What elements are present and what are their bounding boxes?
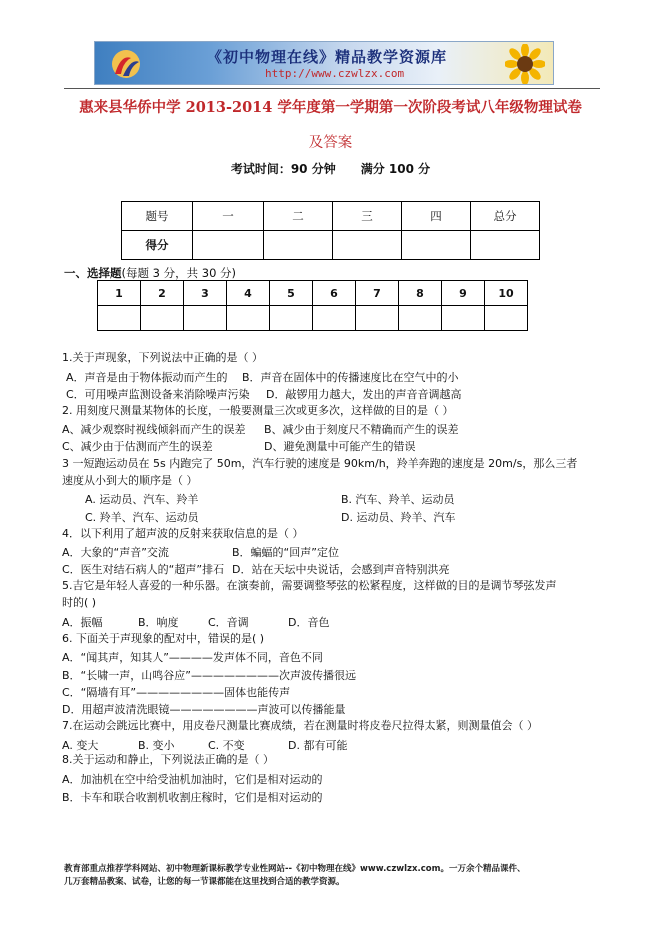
answer-number: 2	[141, 281, 184, 306]
question-5-option-d: D．音色	[288, 616, 330, 629]
exam-time-info: 考试时间：90 分钟 满分 100 分	[230, 162, 431, 176]
question-3-stem: 3 一短跑运动员在 5s 内跑完了 50m，汽车行驶的速度是 90km/h，羚羊奔跑的速度是 20m/s，那么三者	[62, 457, 578, 470]
question-1-option-b: B．声音在固体中的传播速度比在空气中的小	[242, 371, 459, 384]
question-7-option-b: B. 变小	[138, 739, 175, 752]
answer-blank-row	[98, 306, 528, 331]
header-divider	[64, 88, 600, 89]
answer-cell[interactable]	[227, 306, 270, 331]
question-8-stem: 8.关于运动和静止，下列说法正确的是（ ）	[62, 753, 274, 766]
question-4-stem: 4．以下利用了超声波的反射来获取信息的是（ ）	[62, 527, 304, 540]
page-footer	[64, 863, 624, 889]
question-3-stem-cont: 速度从小到大的顺序是（ ）	[62, 474, 198, 487]
question-1-stem: 1.关于声现象，下列说法中正确的是（ ）	[62, 351, 263, 364]
question-6-option-d: D．用超声波清洗眼镜————————声波可以传播能量	[62, 703, 346, 716]
section-note: (每题 3 分，共 30 分)	[121, 266, 237, 280]
answer-cell[interactable]	[442, 306, 485, 331]
document-title: 惠来县华侨中学 2013-2014 学年度第一学期第一次阶段考试八年级物理试卷	[79, 99, 582, 116]
score-cell[interactable]	[471, 231, 540, 260]
question-5-stem-cont: 时的( )	[62, 596, 97, 609]
sunflower-icon	[505, 44, 545, 84]
score-table	[121, 201, 540, 260]
answer-number: 1	[98, 281, 141, 306]
question-3-option-c: C. 羚羊、汽车、运动员	[85, 511, 199, 524]
question-6-option-b: B．“长啸一声，山鸣谷应”————————次声波传播很远	[62, 669, 356, 682]
answer-number: 10	[485, 281, 528, 306]
answer-number-row	[98, 281, 528, 306]
score-cell[interactable]	[193, 231, 264, 260]
answer-number: 4	[227, 281, 270, 306]
question-3-option-b: B. 汽车、羚羊、运动员	[341, 493, 455, 506]
score-row-label: 得分	[122, 231, 193, 260]
question-7-option-a: A. 变大	[62, 739, 99, 752]
question-8-option-b: B．卡车和联合收割机收割庄稼时，它们是相对运动的	[62, 791, 323, 804]
answer-cell[interactable]	[98, 306, 141, 331]
score-col-header: 二	[264, 202, 333, 231]
question-7-option-d: D. 都有可能	[288, 739, 348, 752]
answer-cell[interactable]	[399, 306, 442, 331]
answer-cell[interactable]	[356, 306, 399, 331]
question-1-option-d: D．敲锣用力越大，发出的声音音调越高	[266, 388, 462, 401]
question-5-option-c: C．音调	[208, 616, 249, 629]
question-6-option-a: A．“闻其声，知其人”————发声体不同，音色不同	[62, 651, 323, 664]
footer-line-2: 几万套精品教案、试卷，让您的每一节课都能在这里找到合适的教学资源。	[64, 877, 345, 887]
score-col-header: 一	[193, 202, 264, 231]
question-6-option-c: C．“隔墙有耳”————————固体也能传声	[62, 686, 291, 699]
question-4-option-d: D．站在天坛中央说话，会感到声音特别洪亮	[232, 563, 450, 576]
question-5-stem: 5.吉它是年轻人喜爱的一种乐器。在演奏前，需要调整琴弦的松紧程度，这样做的目的是调节琴弦发声	[62, 579, 557, 592]
answer-cell[interactable]	[485, 306, 528, 331]
question-2-option-d: D、避免测量中可能产生的错误	[264, 440, 416, 453]
question-2-stem: 2. 用刻度尺测量某物体的长度，一般要测量三次或更多次，这样做的目的是（ ）	[62, 404, 454, 417]
score-cell[interactable]	[264, 231, 333, 260]
footer-line-1: 教育部重点推荐学科网站、初中物理新课标教学专业性网站--《初中物理在线》www.czwlzx.com。一万余个精品课件、	[64, 864, 526, 874]
answer-number: 3	[184, 281, 227, 306]
banner-url[interactable]: http://www.czwlzx.com	[265, 67, 405, 80]
score-col-header: 题号	[122, 202, 193, 231]
question-7-option-c: C. 不变	[208, 739, 245, 752]
question-2-option-a: A、减少观察时视线倾斜而产生的误差	[62, 423, 246, 436]
question-3-option-d: D. 运动员、羚羊、汽车	[341, 511, 456, 524]
question-3-option-a: A. 运动员、汽车、羚羊	[85, 493, 199, 506]
answer-table	[97, 280, 528, 331]
banner-title: 《初中物理在线》精品教学资源库	[207, 48, 448, 66]
document-title-cont: 及答案	[308, 135, 353, 151]
question-2-option-c: C、减少由于估测而产生的误差	[62, 440, 213, 453]
score-table-header-row	[122, 202, 540, 231]
score-col-header: 三	[333, 202, 402, 231]
score-cell[interactable]	[402, 231, 471, 260]
score-col-header: 四	[402, 202, 471, 231]
site-logo-icon	[109, 48, 143, 80]
answer-number: 8	[399, 281, 442, 306]
answer-number: 5	[270, 281, 313, 306]
answer-number: 9	[442, 281, 485, 306]
answer-cell[interactable]	[313, 306, 356, 331]
question-8-option-a: A．加油机在空中给受油机加油时，它们是相对运动的	[62, 773, 323, 786]
score-table-score-row	[122, 231, 540, 260]
question-6-stem: 6. 下面关于声现象的配对中，错误的是( )	[62, 632, 265, 645]
answer-cell[interactable]	[184, 306, 227, 331]
question-5-option-a: A．振幅	[62, 616, 103, 629]
question-5-option-b: B．响度	[138, 616, 179, 629]
header-banner	[94, 41, 554, 85]
question-2-option-b: B、减少由于刻度尺不精确而产生的误差	[264, 423, 459, 436]
question-7-stem: 7.在运动会跳远比赛中，用皮卷尺测量比赛成绩，若在测量时将皮卷尺拉得太紧，则测量值会（ ）	[62, 719, 538, 732]
question-1-option-c: C．可用噪声监测设备来消除噪声污染	[66, 388, 250, 401]
score-col-header: 总分	[471, 202, 540, 231]
question-1-option-a: A．声音是由于物体振动而产生的	[66, 371, 228, 384]
section-heading	[64, 265, 236, 281]
answer-cell[interactable]	[141, 306, 184, 331]
answer-number: 7	[356, 281, 399, 306]
section-title: 一、选择题	[64, 266, 122, 280]
answer-number: 6	[313, 281, 356, 306]
answer-cell[interactable]	[270, 306, 313, 331]
score-cell[interactable]	[333, 231, 402, 260]
question-4-option-c: C．医生对结石病人的“超声”排石	[62, 563, 225, 576]
question-4-option-b: B．蝙蝠的“回声”定位	[232, 546, 339, 559]
question-4-option-a: A．大象的“声音”交流	[62, 546, 169, 559]
